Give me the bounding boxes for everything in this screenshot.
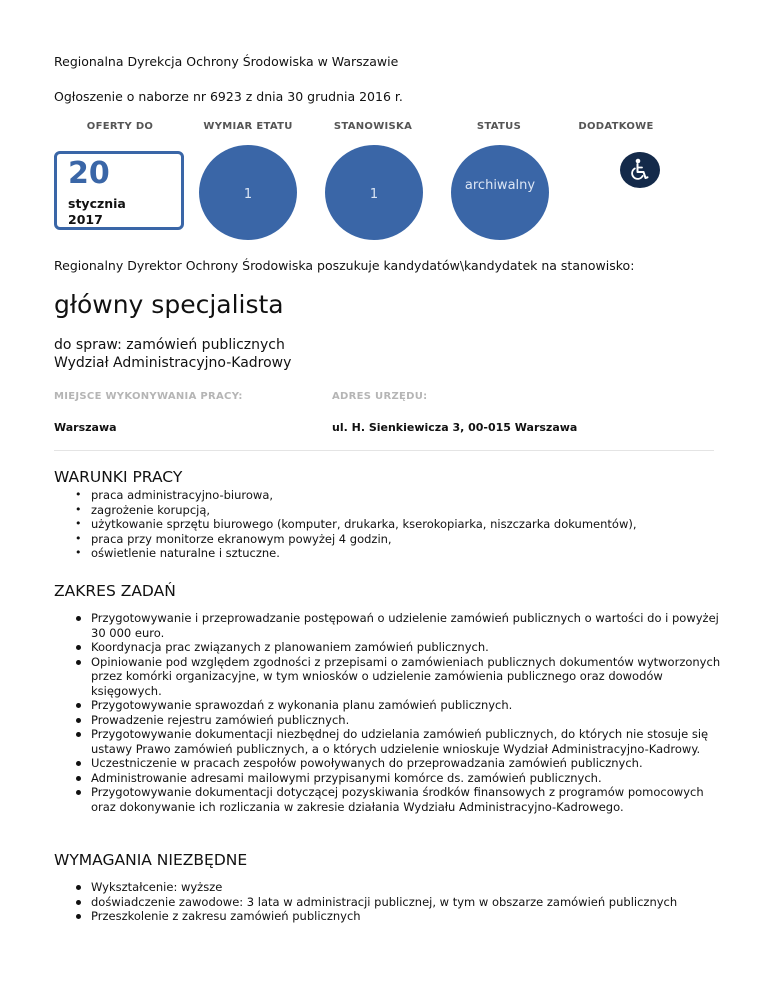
list-item: Administrowanie adresami mailowymi przypisanymi komórce ds. zamówień publicznych. xyxy=(54,771,724,786)
list-item: Uczestniczenie w pracach zespołów powoływanych do przeprowadzania zamówień publicznych. xyxy=(54,756,724,771)
office-address-value: ul. H. Sienkiewicza 3, 00-015 Warszawa xyxy=(332,421,578,434)
list-item: doświadczenie zawodowe: 3 lata w administracji publicznej, w tym w obszarze zamówień publicznych xyxy=(54,895,724,910)
workplace-label: MIEJSCE WYKONYWANIA PRACY: xyxy=(54,391,243,402)
list-item: Przygotowywanie dokumentacji dotyczącej pozyskiwania środków finansowych z programów pomocowych oraz dokonywanie ich rozliczania w zakresie działania Wydziału Administracyjno-Kadrowego. xyxy=(54,785,724,814)
deadline-box xyxy=(54,151,184,230)
extra-label: DODATKOWE xyxy=(578,121,654,132)
conditions-list xyxy=(54,488,724,561)
list-item: Przeszkolenie z zakresu zamówień publicznych xyxy=(54,909,724,924)
list-item: Przygotowywanie sprawozdań z wykonania planu zamówień publicznych. xyxy=(54,698,724,713)
deadline-month: stycznia xyxy=(68,196,126,211)
list-item: • oświetlenie naturalne i sztuczne. xyxy=(54,546,724,561)
list-item: Wykształcenie: wyższe xyxy=(54,880,724,895)
announcement-number: Ogłoszenie o naborze nr 6923 z dnia 30 grudnia 2016 r. xyxy=(54,89,403,104)
fte-label: WYMIAR ETATU xyxy=(203,121,293,132)
status-circle xyxy=(451,145,549,240)
fte-circle xyxy=(199,145,297,240)
deadline-year: 2017 xyxy=(68,212,103,227)
job-scope: do spraw: zamówień publicznych xyxy=(54,337,285,353)
conditions-heading: WARUNKI PRACY xyxy=(54,468,183,486)
status-value: archiwalny xyxy=(464,178,536,193)
office-address-label: ADRES URZĘDU: xyxy=(332,391,428,402)
positions-circle xyxy=(325,145,423,240)
list-item: Koordynacja prac związanych z planowaniem zamówień publicznych. xyxy=(54,640,724,655)
intro-text: Regionalny Dyrektor Ochrony Środowiska poszukuje kandydatów\kandydatek na stanowisko: xyxy=(54,258,635,273)
section-divider xyxy=(54,450,714,451)
positions-value: 1 xyxy=(369,187,379,202)
deadline-label: OFERTY DO xyxy=(86,121,154,132)
requirements-heading: WYMAGANIA NIEZBĘDNE xyxy=(54,851,248,869)
institution-name: Regionalna Dyrekcja Ochrony Środowiska w Warszawie xyxy=(54,54,399,69)
job-title: główny specjalista xyxy=(54,290,284,319)
duties-heading: ZAKRES ZADAŃ xyxy=(54,582,176,600)
list-item: Przygotowywanie dokumentacji niezbędnej do udzielania zamówień publicznych, do których nie stosuje się ustawy Prawo zamówień publicznych, a o których udzielenie wnioskuje Wydział Administracyjno-Kadrowy. xyxy=(54,727,724,756)
list-item: • zagrożenie korupcją, xyxy=(54,503,724,518)
requirements-list xyxy=(54,880,724,924)
list-item: Opiniowanie pod względem zgodności z przepisami o zamówieniach publicznych dokumentów wytworzonych przez komórki organizacyjne, w tym wniosków o udzielenie zamówienia publicznego oraz dowodów księgowych. xyxy=(54,655,724,699)
list-item: • praca administracyjno-biurowa, xyxy=(54,488,724,503)
wheelchair-accessible-icon xyxy=(620,152,660,188)
workplace-value: Warszawa xyxy=(54,421,117,434)
deadline-day: 20 xyxy=(68,156,110,191)
status-label: STATUS xyxy=(476,121,522,132)
duties-list xyxy=(54,611,724,814)
list-item: • użytkowanie sprzętu biurowego (komputer, drukarka, kserokopiarka, niszczarka dokumentów), xyxy=(54,517,724,532)
list-item: Prowadzenie rejestru zamówień publicznych. xyxy=(54,713,724,728)
list-item: • praca przy monitorze ekranowym powyżej 4 godzin, xyxy=(54,532,724,547)
fte-value: 1 xyxy=(243,187,253,202)
job-department: Wydział Administracyjno-Kadrowy xyxy=(54,355,292,371)
list-item: Przygotowywanie i przeprowadzanie postępowań o udzielenie zamówień publicznych o wartości do i powyżej 30 000 euro. xyxy=(54,611,724,640)
positions-label: STANOWISKA xyxy=(333,121,413,132)
